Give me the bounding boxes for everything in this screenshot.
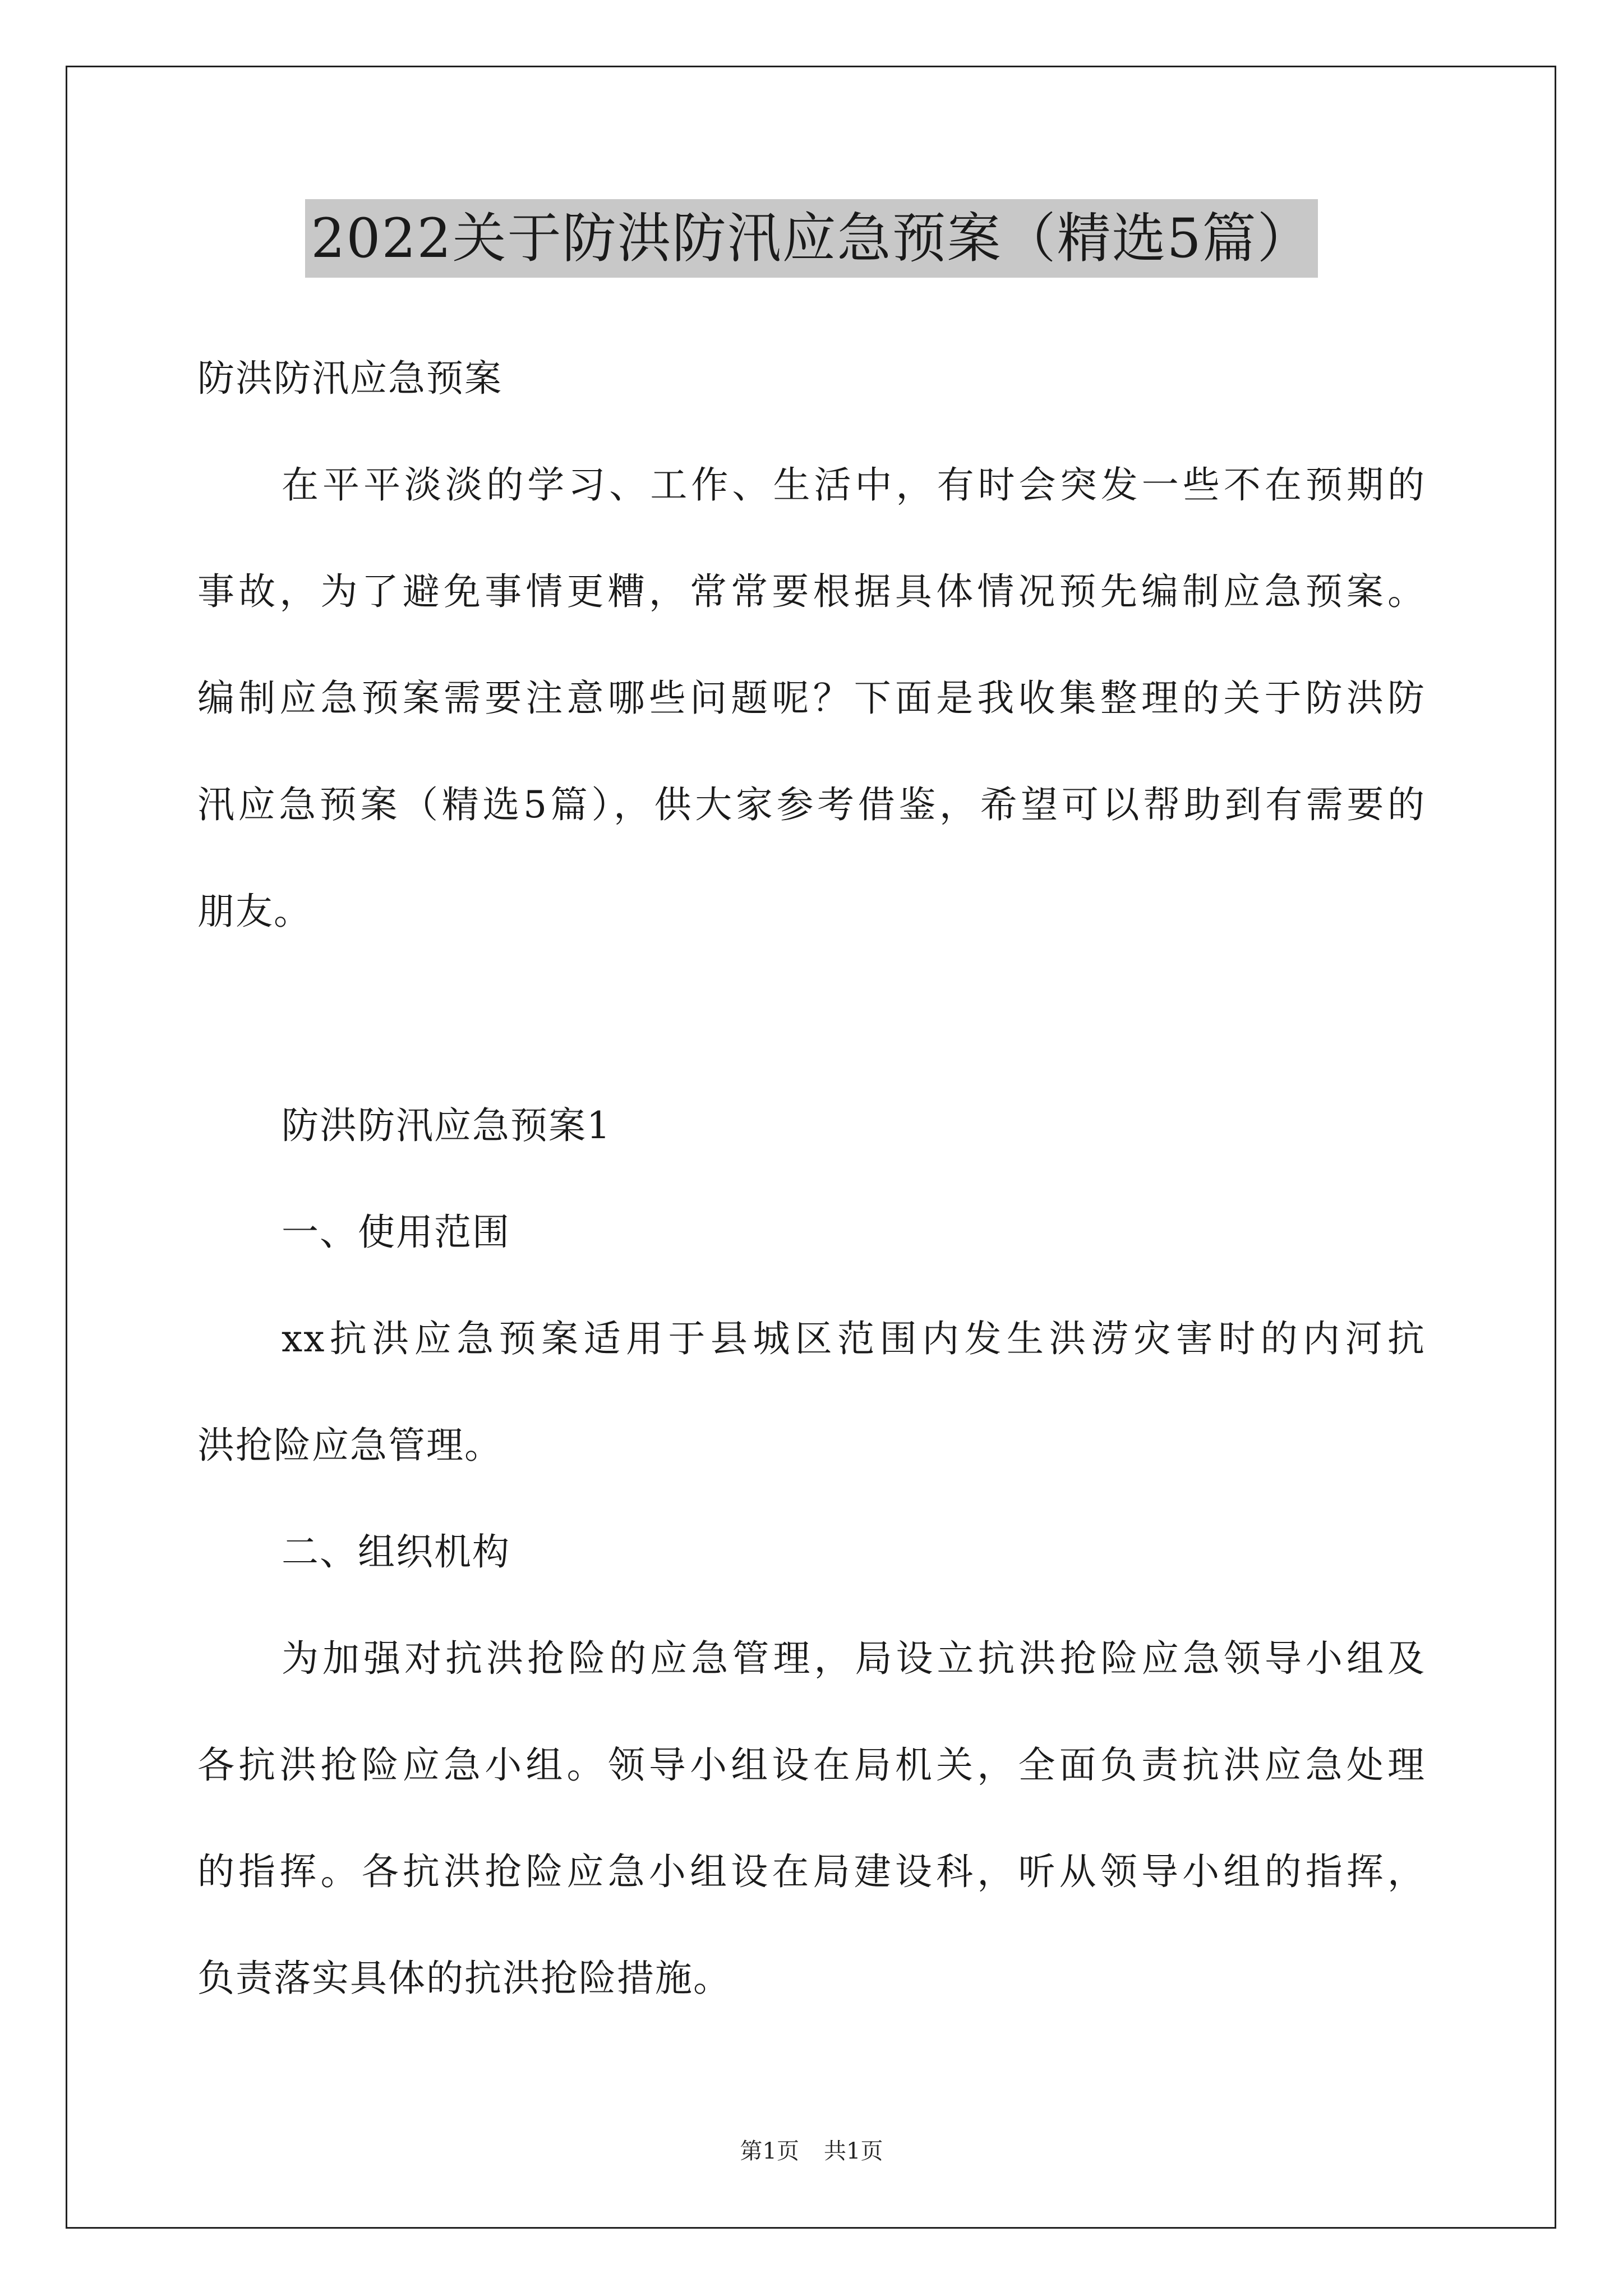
intro-heading: 防洪防汛应急预案 <box>197 357 502 400</box>
part1-line-2: 洪抢险应急管理。 <box>197 1424 502 1467</box>
page-number: 第1页 <box>740 2138 799 2164</box>
intro-line-5: 朋友。 <box>197 890 312 933</box>
document-title: 2022关于防洪防汛应急预案（精选5篇） <box>305 199 1317 278</box>
part1-line-1: xx抗洪应急预案适用于县城区范围内发生洪涝灾害时的内河抗 <box>282 1317 1426 1360</box>
part2-line-3: 的指挥。各抗洪抢险应急小组设在局建设科，听从领导小组的指挥， <box>197 1850 1426 1893</box>
part2-heading: 二、组织机构 <box>282 1530 510 1573</box>
part2-line-1: 为加强对抗洪抢险的应急管理，局设立抗洪抢险应急领导小组及 <box>282 1637 1426 1680</box>
part2-line-2: 各抗洪抢险应急小组。领导小组设在局机关，全面负责抗洪应急处理 <box>197 1743 1426 1787</box>
intro-line-2: 事故，为了避免事情更糟，常常要根据具体情况预先编制应急预案。 <box>197 570 1426 613</box>
section-heading: 防洪防汛应急预案1 <box>282 1104 611 1147</box>
page-footer <box>0 2134 1623 2168</box>
page-total: 共1页 <box>824 2138 883 2164</box>
title-container <box>0 199 1623 278</box>
intro-line-1: 在平平淡淡的学习、工作、生活中，有时会突发一些不在预期的 <box>282 463 1426 507</box>
part1-heading: 一、使用范围 <box>282 1211 510 1254</box>
intro-line-3: 编制应急预案需要注意哪些问题呢？下面是我收集整理的关于防洪防 <box>197 677 1426 720</box>
part2-line-4: 负责落实具体的抗洪抢险措施。 <box>197 1957 731 2000</box>
intro-line-4: 汛应急预案（精选5篇），供大家参考借鉴，希望可以帮助到有需要的 <box>197 783 1426 826</box>
